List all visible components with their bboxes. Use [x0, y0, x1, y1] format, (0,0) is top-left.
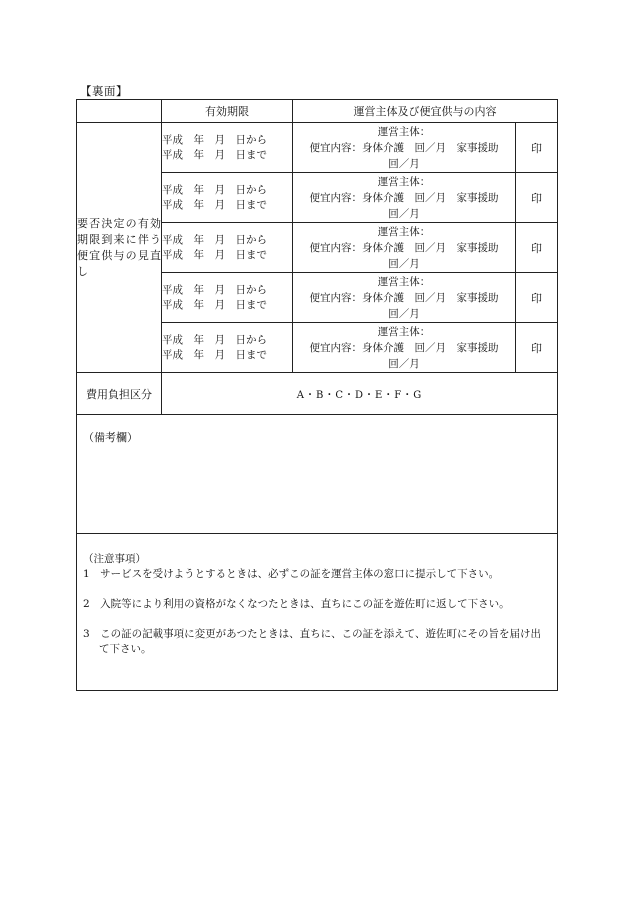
period-cell — [162, 273, 293, 323]
period-cell — [162, 123, 293, 173]
header-content: 運営主体及び便宜供与の内容 — [293, 100, 558, 123]
header-period: 有効期限 — [162, 100, 293, 123]
provider-label: 運営主体： — [377, 175, 431, 188]
cost-value: A・B・C・D・E・F・G — [162, 373, 558, 415]
table-row — [77, 123, 558, 173]
period-to: 平成 年 月 日まで — [162, 198, 267, 211]
provider-label: 運営主体： — [377, 325, 431, 338]
period-from: 平成 年 月 日から — [162, 233, 267, 246]
period-to: 平成 年 月 日まで — [162, 248, 267, 261]
content-cell — [293, 273, 516, 323]
period-cell — [162, 323, 293, 373]
notes-cell — [77, 534, 558, 691]
cost-row — [77, 373, 558, 415]
service-detail: 便宜内容：身体介護 回／月 家事援助 — [309, 341, 499, 354]
seal-cell: 印 — [516, 273, 558, 323]
content-cell — [293, 173, 516, 223]
provider-label: 運営主体： — [377, 275, 431, 288]
table-header-row — [77, 100, 558, 123]
frequency-label: 回／月 — [388, 257, 420, 270]
note-item: 2 入院等により利用の資格がなくなつたときは、直ちにこの証を遊佐町に返して下さい。 — [83, 598, 510, 610]
page-heading: 【裏面】 — [80, 84, 128, 98]
period-cell — [162, 173, 293, 223]
provider-label: 運営主体： — [377, 125, 431, 138]
remarks-cell — [77, 415, 558, 534]
certificate-table — [76, 99, 558, 691]
content-cell — [293, 223, 516, 273]
period-from: 平成 年 月 日から — [162, 133, 267, 146]
note-item: 3 この証の記載事項に変更があつたときは、直ちに、この証を添えて、遊佐町にその旨を届け出て下さい。 — [83, 628, 541, 655]
review-label: 要否決定の有効期限到来に伴う便宜供与の見直し — [77, 123, 162, 373]
period-from: 平成 年 月 日から — [162, 183, 267, 196]
remarks-label: （備考欄） — [83, 431, 138, 444]
period-to: 平成 年 月 日まで — [162, 298, 267, 311]
frequency-label: 回／月 — [388, 307, 420, 320]
period-from: 平成 年 月 日から — [162, 283, 267, 296]
cost-label: 費用負担区分 — [77, 373, 162, 415]
content-cell — [293, 323, 516, 373]
seal-cell: 印 — [516, 123, 558, 173]
notes-row — [77, 534, 558, 691]
note-item: 1 サービスを受けようとするときは、必ずこの証を運営主体の窓口に提示して下さい。 — [83, 568, 500, 580]
frequency-label: 回／月 — [388, 207, 420, 220]
frequency-label: 回／月 — [388, 157, 420, 170]
remarks-row — [77, 415, 558, 534]
provider-label: 運営主体： — [377, 225, 431, 238]
period-cell — [162, 223, 293, 273]
service-detail: 便宜内容：身体介護 回／月 家事援助 — [309, 291, 499, 304]
content-cell — [293, 123, 516, 173]
service-detail: 便宜内容：身体介護 回／月 家事援助 — [309, 241, 499, 254]
seal-cell: 印 — [516, 173, 558, 223]
header-blank-cell — [77, 100, 162, 123]
period-to: 平成 年 月 日まで — [162, 348, 267, 361]
service-detail: 便宜内容：身体介護 回／月 家事援助 — [309, 141, 499, 154]
seal-cell: 印 — [516, 223, 558, 273]
notes-title: （注意事項） — [83, 553, 146, 565]
service-detail: 便宜内容：身体介護 回／月 家事援助 — [309, 191, 499, 204]
seal-cell: 印 — [516, 323, 558, 373]
frequency-label: 回／月 — [388, 357, 420, 370]
period-to: 平成 年 月 日まで — [162, 148, 267, 161]
period-from: 平成 年 月 日から — [162, 333, 267, 346]
